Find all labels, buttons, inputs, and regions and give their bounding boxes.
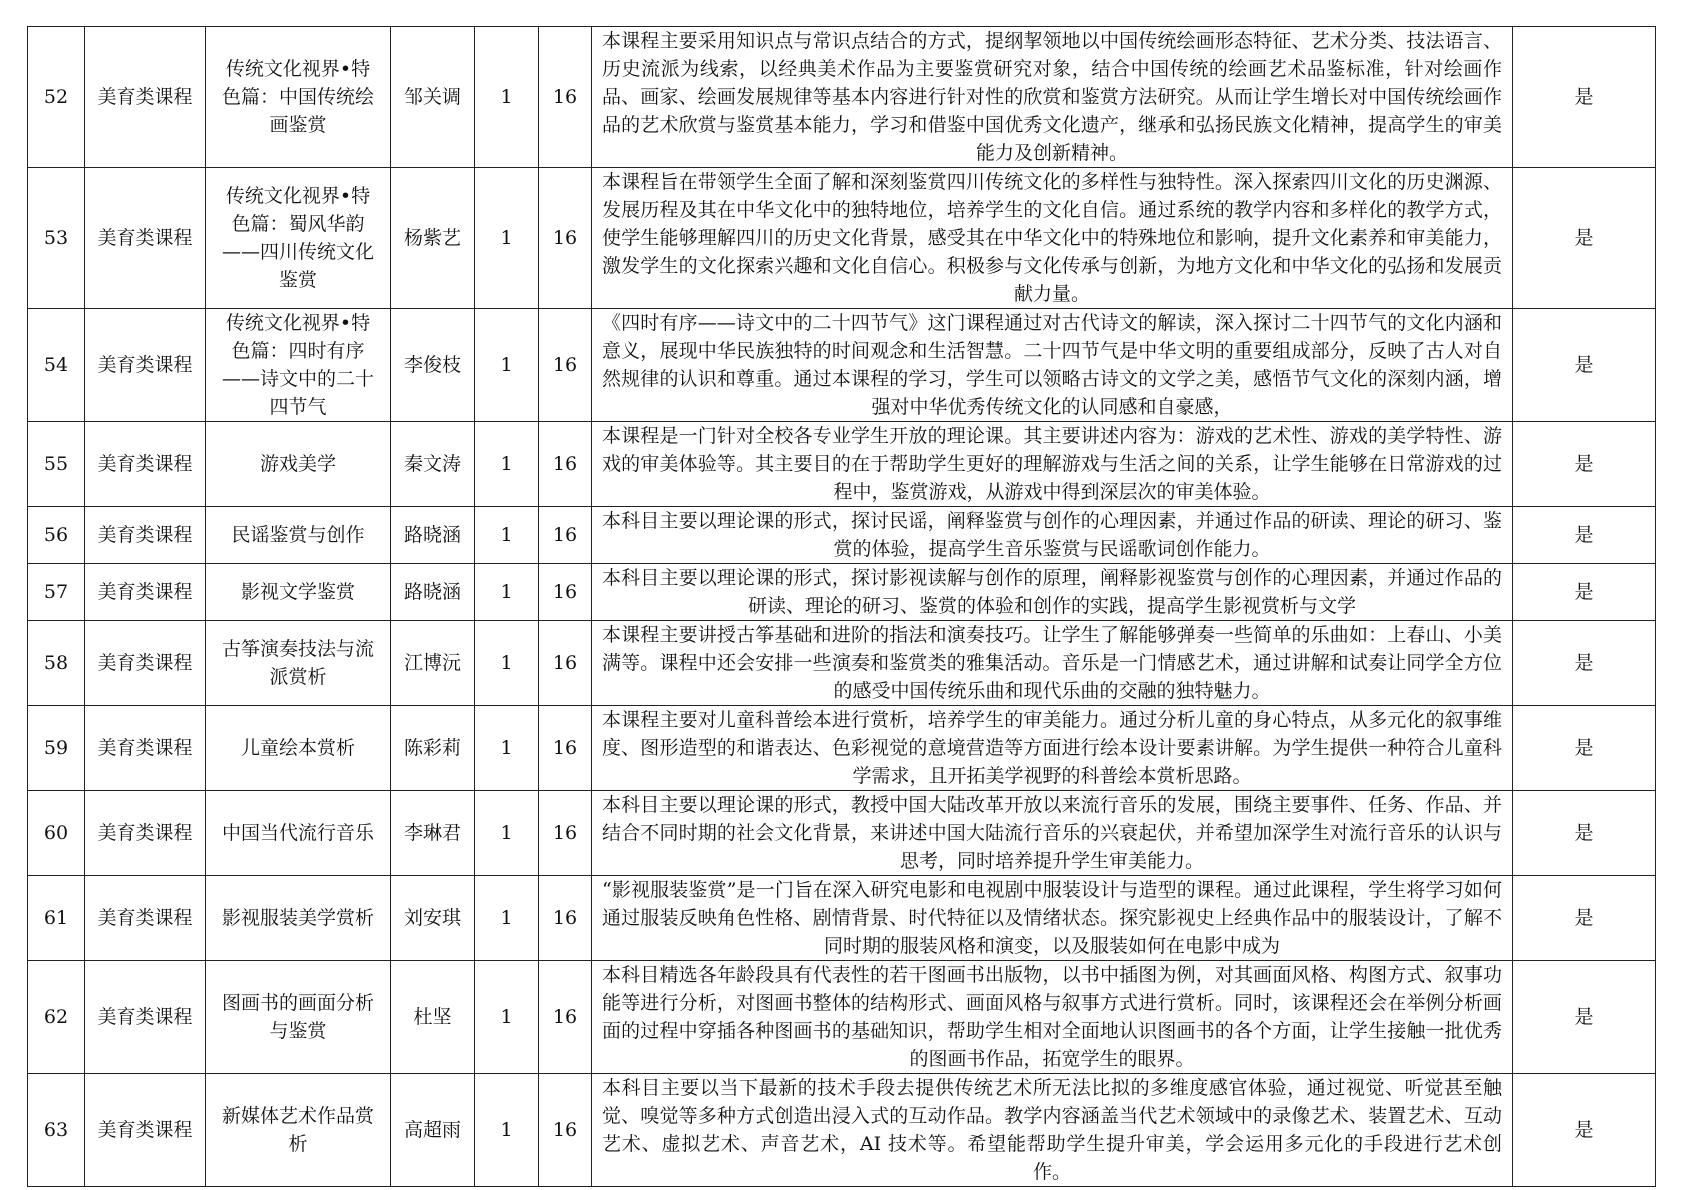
table-row xyxy=(28,309,1656,422)
cell-number: 62 xyxy=(28,961,85,1074)
cell-teacher: 杜坚 xyxy=(391,961,475,1074)
cell-number: 53 xyxy=(28,168,85,309)
table-row xyxy=(28,706,1656,791)
cell-hours: 16 xyxy=(539,507,592,564)
cell-teacher: 邹关调 xyxy=(391,27,475,168)
cell-flag: 是 xyxy=(1513,1074,1656,1187)
description-text: 本科目主要以理论课的形式，教授中国大陆改革开放以来流行音乐的发展，围绕主要事件、任务、作品、并结合不同时期的社会文化背景，来讲述中国大陆流行音乐的兴衰起伏，并希望加深学生对流行音乐的认识与思考，同时培养提升学生审美能力。 xyxy=(602,794,1502,872)
cell-flag: 是 xyxy=(1513,706,1656,791)
cell-description xyxy=(592,168,1513,309)
cell-credit: 1 xyxy=(475,1074,539,1187)
cell-course-name: 影视文学鉴赏 xyxy=(206,564,391,621)
table-row xyxy=(28,168,1656,309)
cell-hours: 16 xyxy=(539,791,592,876)
cell-course-name: 传统文化视界•特色篇：四时有序——诗文中的二十四节气 xyxy=(206,309,391,422)
table-row xyxy=(28,621,1656,706)
cell-number: 57 xyxy=(28,564,85,621)
cell-teacher: 刘安琪 xyxy=(391,876,475,961)
cell-course-name: 新媒体艺术作品赏析 xyxy=(206,1074,391,1187)
cell-description xyxy=(592,876,1513,961)
description-text: 《四时有序——诗文中的二十四节气》这门课程通过对古代诗文的解读，深入探讨二十四节气的文化内涵和意义，展现中华民族独特的时间观念和生活智慧。二十四节气是中华文明的重要组成部分，反映了古人对自然规律的认识和尊重。通过本课程的学习，学生可以领略古诗文的文学之美，感悟节气文化的深刻内涵，增强对中华优秀传统文化的认同感和自豪感， xyxy=(602,312,1502,418)
cell-number: 60 xyxy=(28,791,85,876)
cell-hours: 16 xyxy=(539,309,592,422)
cell-teacher: 路晓涵 xyxy=(391,564,475,621)
cell-credit: 1 xyxy=(475,168,539,309)
table-row xyxy=(28,422,1656,507)
description-text: 本科目精选各年龄段具有代表性的若干图画书出版物，以书中插图为例，对其画面风格、构图方式、叙事功能等进行分析，对图画书整体的结构形式、画面风格与叙事方式进行赏析。同时，该课程还会在举例分析画面的过程中穿插各种图画书的基础知识，帮助学生相对全面地认识图画书的各个方面，让学生接触一批优秀的图画书作品，拓宽学生的眼界。 xyxy=(602,964,1502,1070)
cell-category: 美育类课程 xyxy=(85,876,206,961)
cell-description xyxy=(592,621,1513,706)
cell-number: 55 xyxy=(28,422,85,507)
cell-category: 美育类课程 xyxy=(85,422,206,507)
cell-number: 56 xyxy=(28,507,85,564)
course-table xyxy=(27,26,1656,1187)
cell-hours: 16 xyxy=(539,706,592,791)
table-row xyxy=(28,507,1656,564)
cell-hours: 16 xyxy=(539,961,592,1074)
table-row xyxy=(28,27,1656,168)
cell-flag: 是 xyxy=(1513,876,1656,961)
cell-category: 美育类课程 xyxy=(85,564,206,621)
cell-number: 52 xyxy=(28,27,85,168)
cell-course-name: 民谣鉴赏与创作 xyxy=(206,507,391,564)
description-text: 本课程主要采用知识点与常识点结合的方式，提纲挈领地以中国传统绘画形态特征、艺术分类、技法语言、历史流派为线索，以经典美术作品为主要鉴赏研究对象，结合中国传统的绘画艺术品鉴标准，针对绘画作品、画家、绘画发展规律等基本内容进行针对性的欣赏和鉴赏方法研究。从而让学生增长对中国传统绘画作品的艺术欣赏与鉴赏基本能力，学习和借鉴中国优秀文化遗产，继承和弘扬民族文化精神，提高学生的审美能力及创新精神。 xyxy=(602,30,1502,164)
table-row xyxy=(28,961,1656,1074)
table-body xyxy=(28,27,1656,1187)
description-text: 本科目主要以理论课的形式，探讨民谣，阐释鉴赏与创作的心理因素，并通过作品的研读、理论的研习、鉴赏的体验，提高学生音乐鉴赏与民谣歌词创作能力。 xyxy=(602,510,1502,560)
table-row xyxy=(28,1074,1656,1187)
cell-credit: 1 xyxy=(475,876,539,961)
cell-flag: 是 xyxy=(1513,27,1656,168)
cell-category: 美育类课程 xyxy=(85,309,206,422)
cell-flag: 是 xyxy=(1513,309,1656,422)
cell-hours: 16 xyxy=(539,422,592,507)
cell-category: 美育类课程 xyxy=(85,791,206,876)
cell-credit: 1 xyxy=(475,706,539,791)
cell-hours: 16 xyxy=(539,27,592,168)
cell-category: 美育类课程 xyxy=(85,27,206,168)
cell-flag: 是 xyxy=(1513,621,1656,706)
cell-teacher: 李俊枝 xyxy=(391,309,475,422)
cell-course-name: 游戏美学 xyxy=(206,422,391,507)
cell-credit: 1 xyxy=(475,961,539,1074)
cell-flag: 是 xyxy=(1513,422,1656,507)
cell-hours: 16 xyxy=(539,564,592,621)
cell-description xyxy=(592,422,1513,507)
cell-credit: 1 xyxy=(475,507,539,564)
cell-number: 58 xyxy=(28,621,85,706)
cell-teacher: 杨紫艺 xyxy=(391,168,475,309)
cell-hours: 16 xyxy=(539,876,592,961)
cell-credit: 1 xyxy=(475,27,539,168)
cell-number: 59 xyxy=(28,706,85,791)
description-text: “影视服装鉴赏”是一门旨在深入研究电影和电视剧中服装设计与造型的课程。通过此课程，学生将学习如何通过服装反映角色性格、剧情背景、时代特征以及情绪状态。探究影视史上经典作品中的服装设计，了解不同时期的服装风格和演变，以及服装如何在电影中成为 xyxy=(602,879,1502,957)
cell-course-name: 中国当代流行音乐 xyxy=(206,791,391,876)
table-row xyxy=(28,876,1656,961)
table-row xyxy=(28,791,1656,876)
cell-hours: 16 xyxy=(539,168,592,309)
cell-number: 54 xyxy=(28,309,85,422)
cell-credit: 1 xyxy=(475,564,539,621)
cell-description xyxy=(592,1074,1513,1187)
cell-teacher: 高超雨 xyxy=(391,1074,475,1187)
cell-credit: 1 xyxy=(475,791,539,876)
cell-category: 美育类课程 xyxy=(85,621,206,706)
cell-hours: 16 xyxy=(539,621,592,706)
cell-description xyxy=(592,27,1513,168)
cell-teacher: 路晓涵 xyxy=(391,507,475,564)
cell-credit: 1 xyxy=(475,621,539,706)
cell-number: 63 xyxy=(28,1074,85,1187)
cell-category: 美育类课程 xyxy=(85,507,206,564)
cell-flag: 是 xyxy=(1513,507,1656,564)
cell-teacher: 陈彩莉 xyxy=(391,706,475,791)
cell-course-name: 传统文化视界•特色篇：蜀风华韵——四川传统文化鉴赏 xyxy=(206,168,391,309)
table-row xyxy=(28,564,1656,621)
cell-teacher: 秦文涛 xyxy=(391,422,475,507)
cell-flag: 是 xyxy=(1513,791,1656,876)
cell-course-name: 影视服装美学赏析 xyxy=(206,876,391,961)
description-text: 本科目主要以理论课的形式，探讨影视读解与创作的原理，阐释影视鉴赏与创作的心理因素，并通过作品的研读、理论的研习、鉴赏的体验和创作的实践，提高学生影视赏析与文学 xyxy=(602,567,1502,617)
description-text: 本课程是一门针对全校各专业学生开放的理论课。其主要讲述内容为：游戏的艺术性、游戏的美学特性、游戏的审美体验等。其主要目的在于帮助学生更好的理解游戏与生活之间的关系，让学生能够在日常游戏的过程中，鉴赏游戏，从游戏中得到深层次的审美体验。 xyxy=(602,425,1502,503)
cell-credit: 1 xyxy=(475,309,539,422)
cell-flag: 是 xyxy=(1513,961,1656,1074)
cell-description xyxy=(592,507,1513,564)
description-text: 本科目主要以当下最新的技术手段去提供传统艺术所无法比拟的多维度感官体验，通过视觉、听觉甚至触觉、嗅觉等多种方式创造出浸入式的互动作品。教学内容涵盖当代艺术领域中的录像艺术、装置艺术、互动艺术、虚拟艺术、声音艺术，AI 技术等。希望能帮助学生提升审美，学会运用多元化的手段进行艺术创作。 xyxy=(602,1077,1502,1183)
cell-teacher: 江博沅 xyxy=(391,621,475,706)
cell-description xyxy=(592,309,1513,422)
cell-category: 美育类课程 xyxy=(85,1074,206,1187)
cell-flag: 是 xyxy=(1513,168,1656,309)
cell-number: 61 xyxy=(28,876,85,961)
cell-description xyxy=(592,706,1513,791)
cell-credit: 1 xyxy=(475,422,539,507)
cell-description xyxy=(592,564,1513,621)
cell-category: 美育类课程 xyxy=(85,706,206,791)
description-text: 本课程主要讲授古筝基础和进阶的指法和演奏技巧。让学生了解能够弹奏一些简单的乐曲如：上春山、小美满等。课程中还会安排一些演奏和鉴赏类的雅集活动。音乐是一门情感艺术，通过讲解和试奏让同学全方位的感受中国传统乐曲和现代乐曲的交融的独特魅力。 xyxy=(602,624,1502,702)
cell-flag: 是 xyxy=(1513,564,1656,621)
cell-hours: 16 xyxy=(539,1074,592,1187)
cell-category: 美育类课程 xyxy=(85,961,206,1074)
description-text: 本课程旨在带领学生全面了解和深刻鉴赏四川传统文化的多样性与独特性。深入探索四川文化的历史渊源、发展历程及其在中华文化中的独特地位，培养学生的文化自信。通过系统的教学内容和多样化的教学方式，使学生能够理解四川的历史文化背景，感受其在中华文化中的特殊地位和影响，提升文化素养和审美能力，激发学生的文化探索兴趣和文化自信心。积极参与文化传承与创新，为地方文化和中华文化的弘扬和发展贡献力量。 xyxy=(602,171,1502,305)
cell-teacher: 李琳君 xyxy=(391,791,475,876)
cell-course-name: 儿童绘本赏析 xyxy=(206,706,391,791)
cell-description xyxy=(592,961,1513,1074)
cell-course-name: 图画书的画面分析与鉴赏 xyxy=(206,961,391,1074)
cell-description xyxy=(592,791,1513,876)
cell-course-name: 古筝演奏技法与流派赏析 xyxy=(206,621,391,706)
description-text: 本课程主要对儿童科普绘本进行赏析，培养学生的审美能力。通过分析儿童的身心特点，从多元化的叙事维度、图形造型的和谐表达、色彩视觉的意境营造等方面进行绘本设计要素讲解。为学生提供一种符合儿童科学需求，且开拓美学视野的科普绘本赏析思路。 xyxy=(602,709,1502,787)
cell-course-name: 传统文化视界•特色篇：中国传统绘画鉴赏 xyxy=(206,27,391,168)
cell-category: 美育类课程 xyxy=(85,168,206,309)
